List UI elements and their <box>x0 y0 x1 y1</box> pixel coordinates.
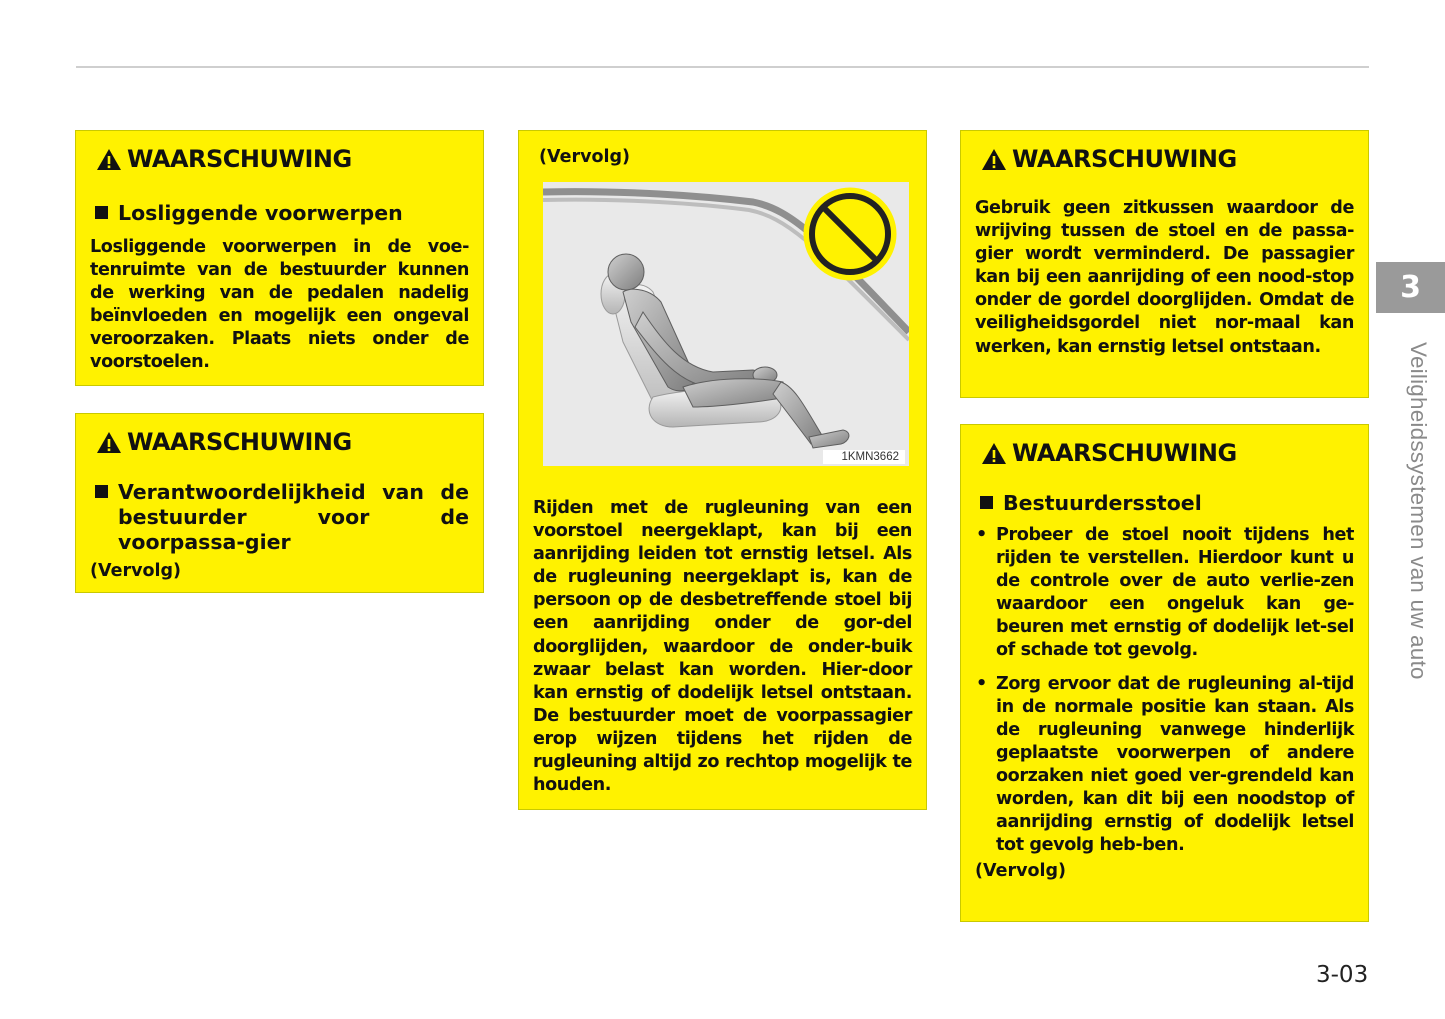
warning-subheading: Bestuurdersstoel <box>980 491 1354 516</box>
continued-label: (Vervolg) <box>539 147 631 167</box>
bullet-list <box>975 524 1354 857</box>
square-bullet-icon <box>95 206 108 219</box>
warning-triangle-icon <box>981 148 1007 171</box>
list-item: • Zorg ervoor dat de rugleuning al-tijd in de normale positie kan staan. Als de rugleuning vanwege hinderlijk geplaatste voorwerpen of andere oorzaken niet goed ver-grendeld kan worden, kan dit bij een noodstop of aanrijding ernstig of dodelijk letsel tot gevolg heb-ben. <box>975 673 1354 858</box>
warning-heading: WAARSCHUWING <box>96 428 469 456</box>
continued-label: (Vervolg) <box>975 861 1067 882</box>
square-bullet-icon <box>980 496 993 509</box>
warning-heading: WAARSCHUWING <box>96 145 469 173</box>
reclined-seat-illustration <box>543 182 909 466</box>
top-divider <box>76 66 1369 68</box>
warning-text: Losliggende voorwerpen in de voe-tenruimte van de bestuurder kunnen de werking van de pedalen nadelig beïnvloeden en mogelijk een ongeval veroorzaken. Plaats niets onder de voorstoelen. <box>90 237 469 373</box>
warning-box-seat-cushion <box>960 130 1369 398</box>
list-item: • Probeer de stoel nooit tijdens het rijden te verstellen. Hierdoor kunt u de controle over de auto verlie-zen waardoor een ongeluk kan ge-beuren met ernstig of dodelijk let-sel of schade tot gevolg. <box>975 524 1354 663</box>
warning-heading: WAARSCHUWING <box>981 439 1354 467</box>
chapter-tab: 3 <box>1376 262 1445 313</box>
chapter-title: Veiligheidssystemen van uw auto <box>1406 342 1431 680</box>
warning-subheading: Verantwoordelijkheid van de bestuurder voor de voorpassa-gier <box>95 480 469 555</box>
warning-subheading: Losliggende voorwerpen <box>95 201 469 226</box>
square-bullet-icon <box>95 485 108 498</box>
warning-text: Gebruik geen zitkussen waardoor de wrijving tussen de stoel en de passa-gier wordt verminderd. De passagier kan bij een aanrijding of een nood-stop onder de gordel doorglijden. Omdat de veiligheidsgordel niet nor-maal kan werken, kan ernstig letsel ontstaan. <box>975 198 1354 357</box>
warning-triangle-icon <box>981 442 1007 465</box>
figure-code: 1KMN3662 <box>841 451 899 463</box>
warning-box-loose-objects <box>75 130 484 386</box>
warning-heading: WAARSCHUWING <box>981 145 1354 173</box>
warning-triangle-icon <box>96 148 122 171</box>
warning-box-driver-responsibility <box>75 413 484 593</box>
warning-triangle-icon <box>96 431 122 454</box>
warning-text: Rijden met de rugleuning van een voorstoel neergeklapt, kan bij een aanrijding leiden tot ernstig letsel. Als de rugleuning neergeklapt is, kan de persoon op de desbetreffende stoel bij een aanrijding onder de gor-del doorglijden, waardoor de onder-buik zwaar belast kan worden. Hier-door kan ernstig of dodelijk letsel ontstaan. De bestuurder moet de voorpassagier erop wijzen tijdens het rijden de rugleuning altijd zo rechtop mogelijk te houden. <box>533 498 912 796</box>
prohibition-icon <box>804 188 896 280</box>
warning-box-driver-seat <box>960 424 1369 922</box>
continued-label: (Vervolg) <box>90 561 182 581</box>
page-number: 3-03 <box>1316 962 1369 988</box>
